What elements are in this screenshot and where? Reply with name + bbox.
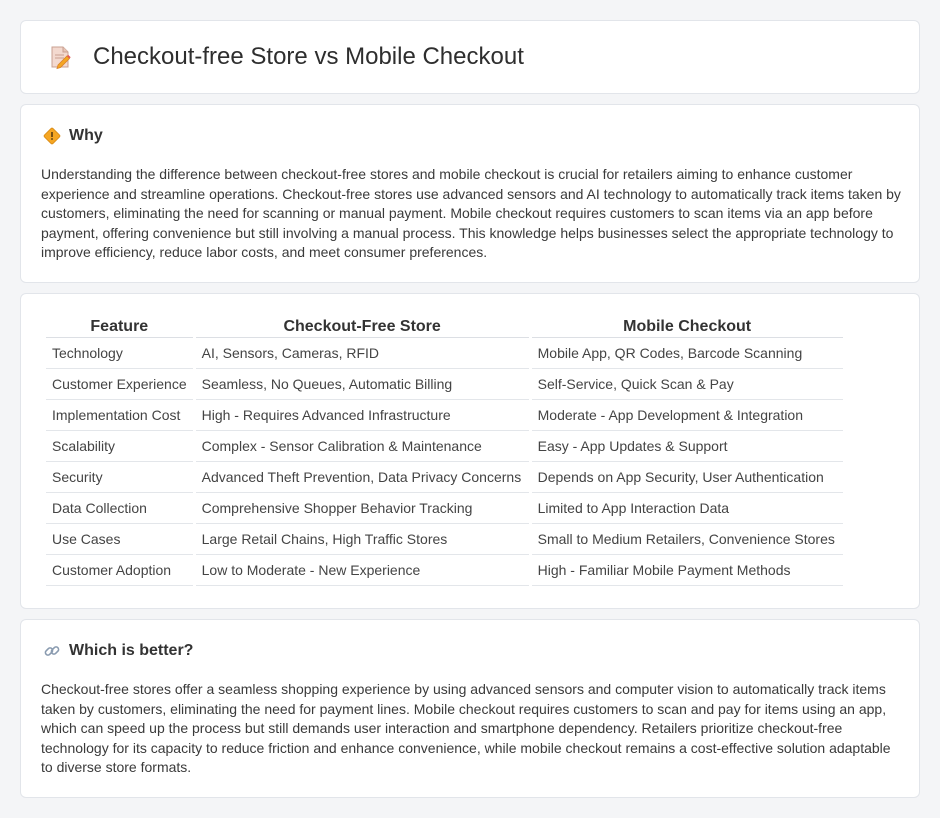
table-row <box>46 493 843 524</box>
checkout-free-cell: High - Requires Advanced Infrastructure <box>196 400 529 431</box>
why-section <box>20 104 920 283</box>
better-title: Which is better? <box>69 642 194 659</box>
comparison-section <box>20 293 920 609</box>
mobile-checkout-cell: Moderate - App Development & Integration <box>532 400 843 431</box>
diamond-sign-icon <box>43 127 61 145</box>
table-header-row <box>46 316 843 338</box>
document-pencil-icon <box>47 44 73 70</box>
better-text: Checkout-free stores offer a seamless shopping experience by using advanced sensors and computer vision to automatically track items taken by customers, eliminating the need for payment lines. Mobile checkout requires customers to scan and pay for items using an app, which can speed up the process but still demands user interaction and smartphone dependency. Retailers prioritize checkout-free technology for its capacity to reduce friction and enhance convenience, while mobile checkout remains a cost-effective solution adaptable to diverse store formats. <box>41 681 891 776</box>
table-row <box>46 369 843 400</box>
why-heading <box>43 127 103 145</box>
title-card <box>20 20 920 94</box>
table-row <box>46 462 843 493</box>
checkout-free-cell: Seamless, No Queues, Automatic Billing <box>196 369 529 400</box>
why-text: Understanding the difference between checkout-free stores and mobile checkout is crucial for retailers aiming to enhance customer experience and streamline operations. Checkout-free stores use advanced sensors and AI technology to automatically track items taken by customers, eliminating the need for scanning or manual payment. Mobile checkout requires customers to scan items via an app before payment, offering convenience but still involving a manual process. This knowledge helps businesses select the appropriate technology to improve efficiency, reduce labor costs, and meet consumer preferences. <box>41 166 901 261</box>
feature-cell: Data Collection <box>46 493 193 524</box>
better-heading <box>43 642 193 660</box>
mobile-checkout-cell: High - Familiar Mobile Payment Methods <box>532 555 843 586</box>
feature-cell: Security <box>46 462 193 493</box>
comparison-table <box>43 316 846 586</box>
feature-cell: Customer Adoption <box>46 555 193 586</box>
mobile-checkout-cell: Mobile App, QR Codes, Barcode Scanning <box>532 338 843 369</box>
page-title: Checkout-free Store vs Mobile Checkout <box>93 43 524 70</box>
mobile-checkout-cell: Self-Service, Quick Scan & Pay <box>532 369 843 400</box>
why-title: Why <box>69 127 103 144</box>
checkout-free-cell: Low to Moderate - New Experience <box>196 555 529 586</box>
checkout-free-cell: Large Retail Chains, High Traffic Stores <box>196 524 529 555</box>
checkout-free-cell: Comprehensive Shopper Behavior Tracking <box>196 493 529 524</box>
checkout-free-cell: Complex - Sensor Calibration & Maintenance <box>196 431 529 462</box>
header-feature: Feature <box>46 316 193 338</box>
mobile-checkout-cell: Small to Medium Retailers, Convenience Stores <box>532 524 843 555</box>
feature-cell: Scalability <box>46 431 193 462</box>
table-row <box>46 555 843 586</box>
table-row <box>46 400 843 431</box>
which-is-better-section <box>20 619 920 798</box>
mobile-checkout-cell: Limited to App Interaction Data <box>532 493 843 524</box>
feature-cell: Use Cases <box>46 524 193 555</box>
mobile-checkout-cell: Easy - App Updates & Support <box>532 431 843 462</box>
checkout-free-cell: Advanced Theft Prevention, Data Privacy Concerns <box>196 462 529 493</box>
feature-cell: Customer Experience <box>46 369 193 400</box>
header-checkout-free-store: Checkout-Free Store <box>196 316 529 338</box>
table-row <box>46 524 843 555</box>
checkout-free-cell: AI, Sensors, Cameras, RFID <box>196 338 529 369</box>
table-row <box>46 431 843 462</box>
table-row <box>46 338 843 369</box>
feature-cell: Technology <box>46 338 193 369</box>
mobile-checkout-cell: Depends on App Security, User Authentication <box>532 462 843 493</box>
feature-cell: Implementation Cost <box>46 400 193 431</box>
link-icon <box>43 642 61 660</box>
header-mobile-checkout: Mobile Checkout <box>532 316 843 338</box>
